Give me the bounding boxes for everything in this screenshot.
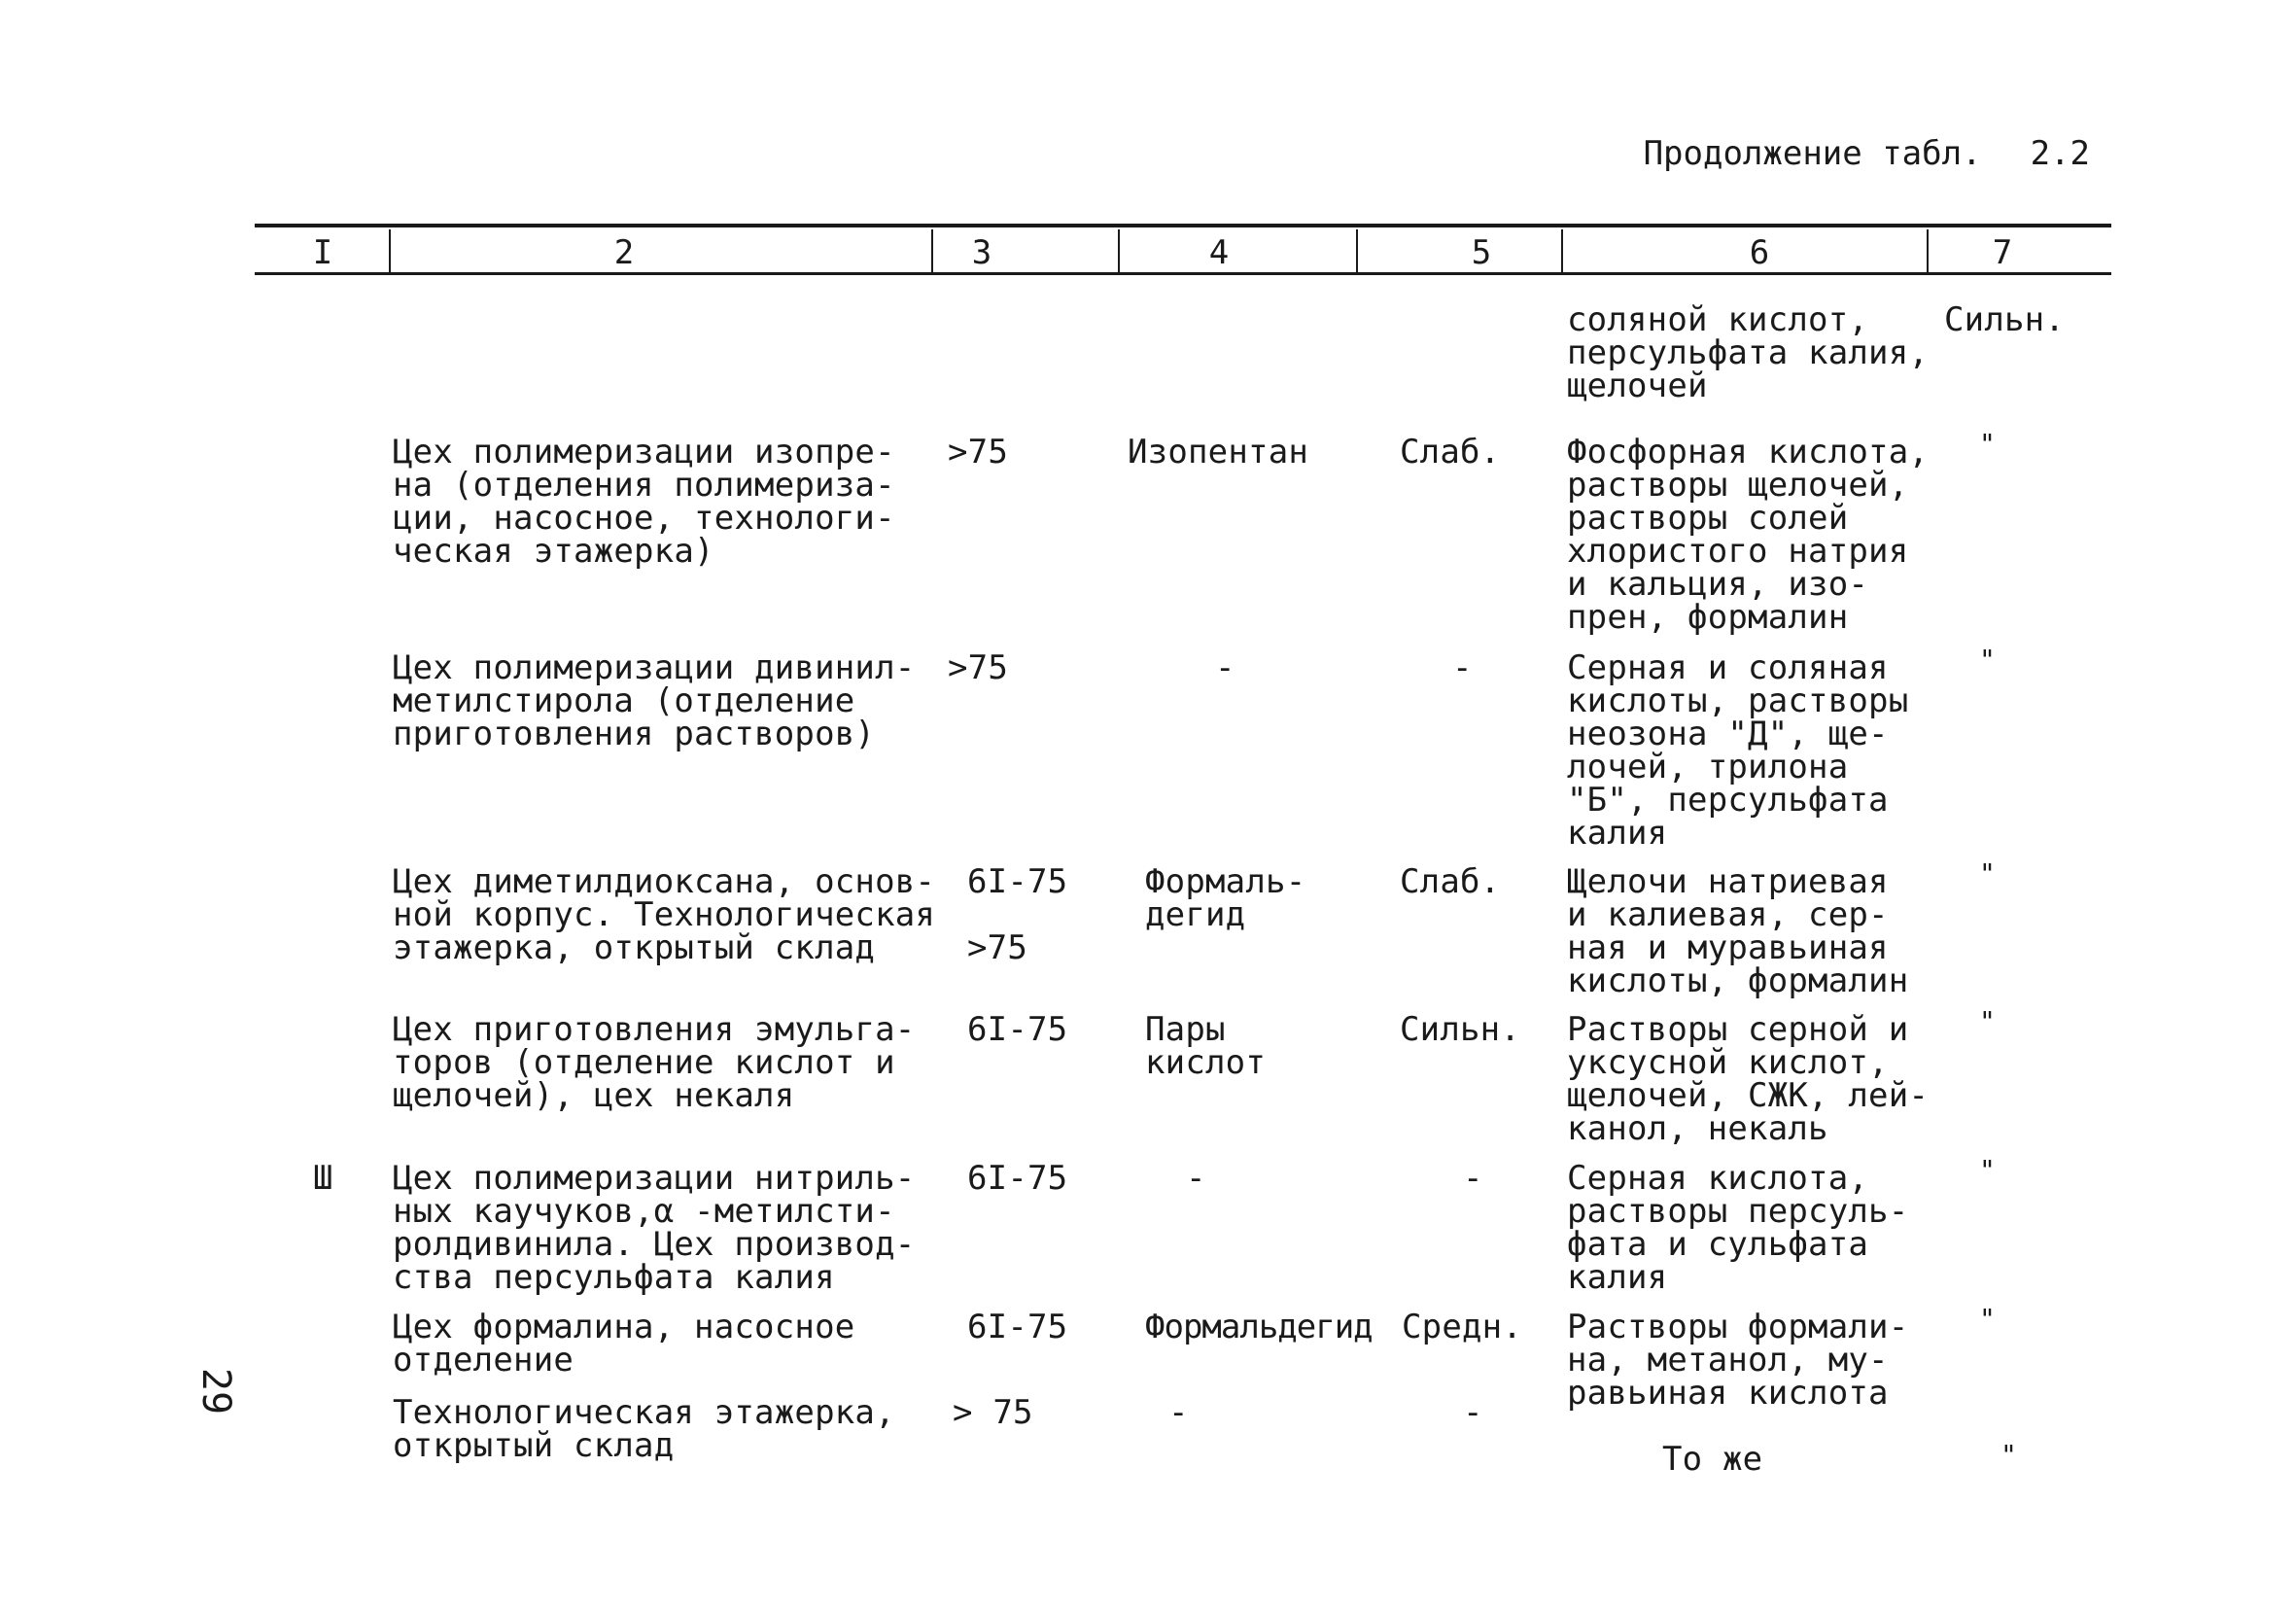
column-divider [1118, 229, 1120, 272]
workshop-cell: Цех полимеризации нитриль- ных каучуков,α -метилсти- ролдивинила. Цех производ- ства персульфата калия [393, 1159, 916, 1297]
hazard-cell: Растворы серной и уксусной кислот, щелочей, СЖК, лей- канол, некаль [1567, 1010, 1930, 1148]
temperature-cell: 6I-75 >75 [967, 862, 1068, 967]
page-number: 29 [193, 1367, 239, 1415]
workshop-cell: Цех приготовления эмульга- торов (отделение кислот и щелочей), цех некаля [393, 1010, 916, 1115]
hazard-cell: Щелочи натриевая и калиевая, сер- ная и муравьиная кислоты, формалин [1567, 862, 1909, 1000]
degree-cell: Сильн. [1400, 1010, 1521, 1049]
temperature-cell: 6I-75 [967, 1159, 1068, 1198]
workshop-cell: Цех полимеризации дивинил- метилстирола (отделение приготовления растворов) [393, 648, 916, 753]
substance-cell: - [1215, 648, 1235, 687]
column-divider [1356, 229, 1358, 272]
substance-cell: Изопентан [1128, 433, 1309, 472]
group-cell: Ш [313, 1159, 333, 1198]
hazard-cell: Фосфорная кислота, растворы щелочей, растворы солей хлористого натрия и кальция, изо- прен, формалин [1567, 433, 1930, 637]
temperature-cell: >75 [948, 648, 1009, 687]
continuation-hazard-cell: соляной кислот, персульфата калия, щелочей [1567, 300, 1930, 405]
caption-label: Продолжение табл. [1643, 134, 1982, 173]
hazard-cell: Растворы формали- на, метанол, му- равьиная кислота [1567, 1308, 1909, 1413]
column-number: 4 [1208, 233, 1230, 272]
degree-cell: Слаб. [1400, 433, 1501, 472]
ditto-mark: " [1979, 1303, 1996, 1335]
column-number: 7 [1992, 233, 2013, 272]
temperature-cell: >75 [948, 433, 1009, 472]
workshop-cell: Цех диметилдиоксана, основ- ной корпус. Технологическая этажерка, открытый склад [393, 862, 936, 967]
hazard-cell: Серная и соляная кислоты, растворы неозона "Д", ще- лочей, трилона "Б", персульфата калия [1567, 648, 1909, 853]
temperature-cell: > 75 [953, 1393, 1033, 1432]
ditto-mark: " [2000, 1439, 2017, 1471]
column-number: 3 [971, 233, 992, 272]
temperature-cell: 6I-75 [967, 1010, 1068, 1049]
workshop-cell: Технологическая этажерка, открытый склад [393, 1393, 895, 1465]
degree-cell: - [1452, 648, 1473, 687]
substance-cell: - [1168, 1393, 1189, 1432]
column-divider [389, 229, 391, 272]
ditto-mark: " [1979, 644, 1996, 676]
ditto-mark: " [1979, 1005, 1996, 1037]
column-number: I [312, 233, 333, 272]
workshop-cell: Цех полимеризации изопре- на (отделения полимериза- ции, насосное, технологи- ческая этажерка) [393, 433, 895, 571]
header-top-rule [255, 224, 2111, 227]
degree-cell: - [1463, 1159, 1483, 1198]
substance-cell: - [1186, 1159, 1206, 1198]
column-divider [931, 229, 933, 272]
ditto-mark: " [1979, 428, 1996, 460]
column-number: 2 [613, 233, 635, 272]
table-caption [1644, 134, 2090, 173]
workshop-cell: Цех формалина, насосное отделение [393, 1308, 855, 1380]
hazard-cell: То же [1662, 1440, 1763, 1479]
continuation-class-cell: Сильн. [1944, 300, 2066, 339]
substance-cell: Формаль- дегид [1145, 862, 1306, 934]
ditto-mark: " [1979, 1154, 1996, 1186]
ditto-mark: " [1979, 857, 1996, 890]
column-number: 6 [1749, 233, 1770, 272]
degree-cell: - [1463, 1393, 1483, 1432]
column-divider [1561, 229, 1563, 272]
substance-cell: Формальдегид [1145, 1308, 1373, 1346]
degree-cell: Слаб. [1400, 862, 1501, 901]
temperature-cell: 6I-75 [967, 1308, 1068, 1346]
hazard-cell: Серная кислота, растворы персуль- фата и сульфата калия [1567, 1159, 1909, 1297]
caption-number: 2.2 [2030, 134, 2090, 173]
header-bottom-rule [255, 272, 2111, 275]
substance-cell: Пары кислот [1145, 1010, 1267, 1082]
degree-cell: Средн. [1402, 1308, 1523, 1346]
column-divider [1927, 229, 1929, 272]
column-number: 5 [1471, 233, 1492, 272]
